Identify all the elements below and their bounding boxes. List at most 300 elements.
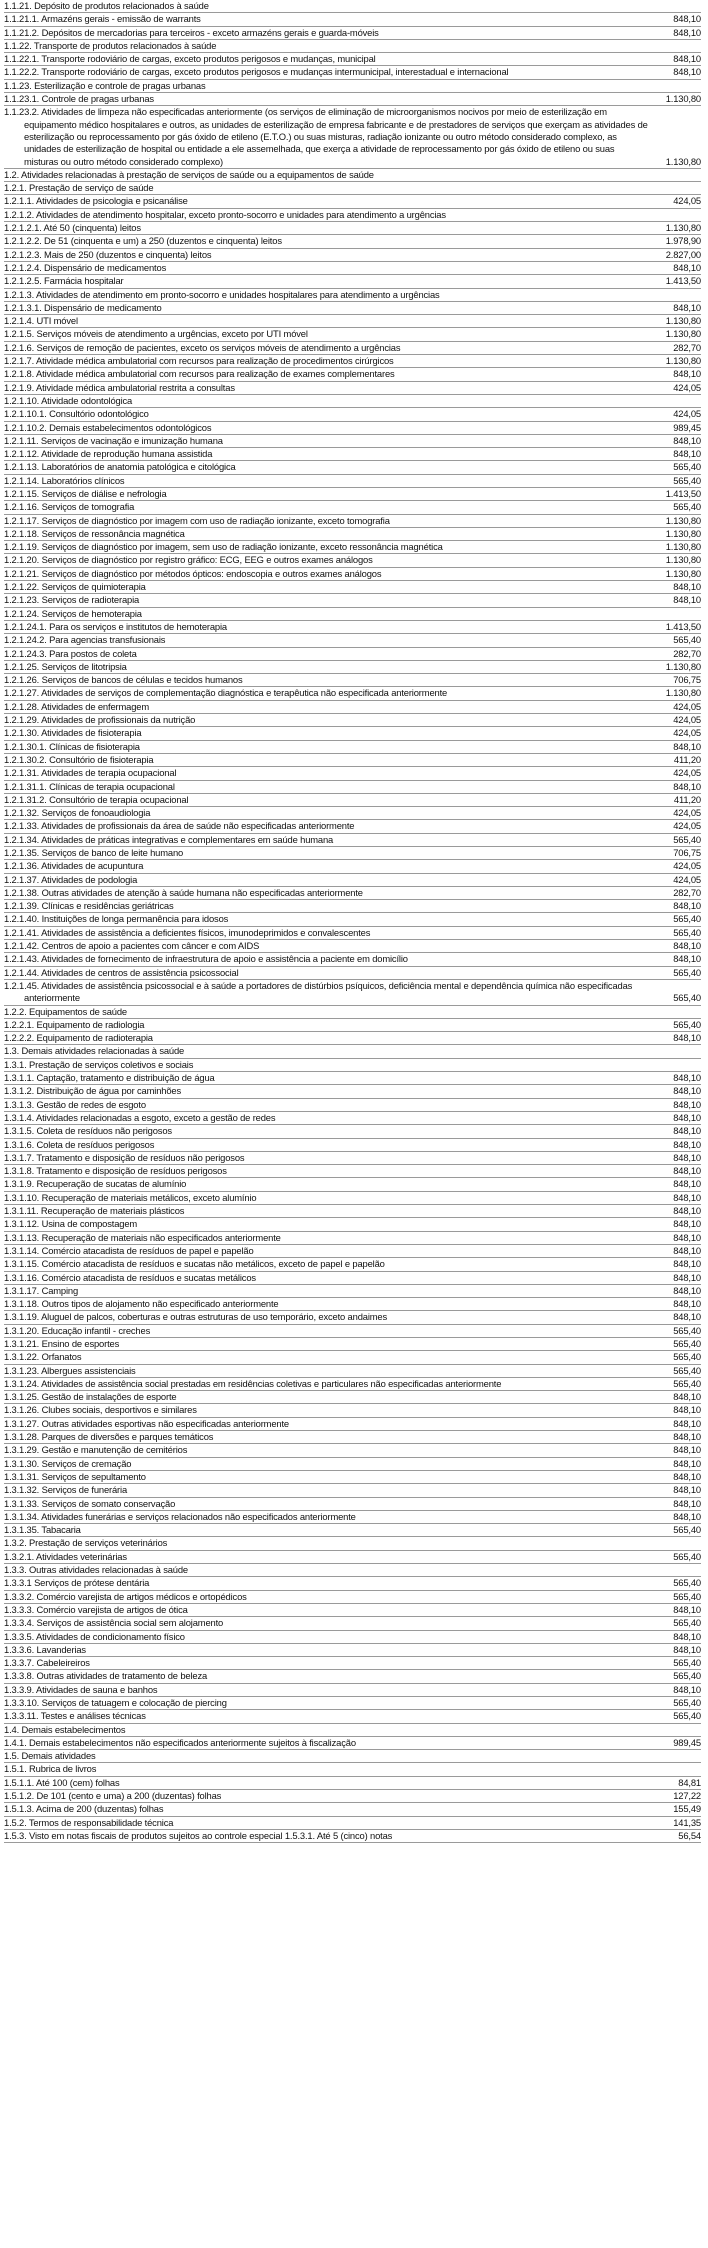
item-value: 424,05 — [673, 700, 701, 712]
item-value: 411,20 — [673, 753, 701, 765]
item-value: 1.130,80 — [665, 222, 701, 234]
table-row — [4, 674, 701, 687]
item-description: 1.2.1.6. Serviços de remoção de pacientes, exceto os serviços móveis de atendimento a urgências — [4, 341, 401, 353]
item-description: 1.1.22.1. Transporte rodoviário de cargas, exceto produtos perigosos e mudanças, municipal — [4, 53, 376, 65]
item-description: 1.2.1.40. Instituições de longa permanência para idosos — [4, 913, 229, 925]
table-row — [4, 1059, 701, 1072]
item-value: 848,10 — [673, 53, 701, 65]
table-row — [4, 1498, 701, 1511]
item-description: 1.2.1.33. Atividades de profissionais da área de saúde não especificadas anteriormente — [4, 820, 355, 832]
table-row — [4, 1178, 701, 1191]
item-description: 1.3.3.9. Atividades de sauna e banhos — [4, 1683, 158, 1695]
item-description: 1.2.1.23. Serviços de radioterapia — [4, 594, 140, 606]
item-description: 1.2.1.12. Atividade de reprodução humana assistida — [4, 448, 213, 460]
table-row — [4, 0, 701, 13]
table-row — [4, 1471, 701, 1484]
item-description: 1.2.1.2.5. Farmácia hospitalar — [4, 275, 124, 287]
table-row — [4, 1551, 701, 1564]
item-value: 848,10 — [673, 1151, 701, 1163]
item-description: 1.3.3.7. Cabeleireiros — [4, 1657, 90, 1669]
item-value: 565,40 — [673, 1617, 701, 1629]
item-value: 848,10 — [673, 301, 701, 313]
item-description: 1.2.1.28. Atividades de enfermagem — [4, 700, 149, 712]
item-description: 1.3.1.11. Recuperação de materiais plásticos — [4, 1205, 185, 1217]
table-row — [4, 621, 701, 634]
table-row — [4, 289, 701, 302]
item-description: 1.3.1.3. Gestão de redes de esgoto — [4, 1098, 146, 1110]
table-row — [4, 1338, 701, 1351]
item-description: 1.2.1.27. Atividades de serviços de complementação diagnóstica e terapêutica não especificada anteriormente — [4, 687, 448, 699]
table-row — [4, 195, 701, 208]
item-value: 1.130,80 — [665, 687, 701, 699]
item-description: 1.2.1.24.3. Para postos de coleta — [4, 647, 137, 659]
item-description: 1.3. Demais atividades relacionadas à saúde — [4, 1045, 185, 1057]
table-row — [4, 1112, 701, 1125]
item-value: 282,70 — [673, 647, 701, 659]
item-description: 1.1.23.2. Atividades de limpeza não especificadas anteriormente (os serviços de eliminação de microorganismos nocivos por meio de esterilização em equipamento médico hospitalares e outros, as unidades de esterilização de empresa fabricante e de prestadores de serviços que exerçam as atividades de esterilização ou reprocessamento por gás óxido de etileno (E.T.O.) ou suas misturas, radiação ionizante ou outro método considerado complexo, as unidades de esterilização de hospital ou entidade a ele assemelhada, que exerça a atividade de reprocessamento por gás óxido de etileno ou suas misturas ou outro método considerado complexo) — [4, 106, 648, 167]
item-description: 1.3.1.12. Usina de compostagem — [4, 1218, 138, 1230]
item-value: 848,10 — [673, 1457, 701, 1469]
item-description: 1.3.1.32. Serviços de funerária — [4, 1484, 128, 1496]
item-value: 848,10 — [673, 940, 701, 952]
item-value: 56,54 — [678, 1829, 701, 1841]
table-row — [4, 1192, 701, 1205]
item-description: 1.3.1.4. Atividades relacionadas a esgoto, exceto a gestão de redes — [4, 1111, 276, 1123]
item-description: 1.2.1.30.2. Consultório de fisioterapia — [4, 753, 154, 765]
item-value: 565,40 — [673, 501, 701, 513]
item-description: 1.1.22.2. Transporte rodoviário de cargas, exceto produtos perigosos e mudanças intermunicipal, interestadual e internacional — [4, 66, 509, 78]
item-value: 424,05 — [673, 860, 701, 872]
table-row — [4, 13, 701, 26]
table-row — [4, 1125, 701, 1138]
item-value: 141,35 — [673, 1816, 701, 1828]
item-description: 1.2.1.39. Clínicas e residências geriátricas — [4, 900, 174, 912]
item-description: 1.3.1.30. Serviços de cremação — [4, 1457, 132, 1469]
item-value: 565,40 — [673, 461, 701, 473]
table-row — [4, 1604, 701, 1617]
item-value: 1.130,80 — [665, 328, 701, 340]
item-value: 848,10 — [673, 1231, 701, 1243]
item-value: 565,40 — [673, 1710, 701, 1722]
item-description: 1.2.1.17. Serviços de diagnóstico por imagem com uso de radiação ionizante, exceto tomografia — [4, 514, 390, 526]
item-description: 1.3.3.6. Lavanderias — [4, 1643, 86, 1655]
item-description: 1.3.3.4. Serviços de assistência social sem alojamento — [4, 1617, 224, 1629]
item-description: 1.2.1.29. Atividades de profissionais da nutrição — [4, 714, 196, 726]
item-description: 1.5.1.3. Acima de 200 (duzentas) folhas — [4, 1803, 164, 1815]
table-row — [4, 834, 701, 847]
table-row — [4, 488, 701, 501]
item-value: 1.413,50 — [665, 487, 701, 499]
item-value: 848,10 — [673, 66, 701, 78]
table-row — [4, 1404, 701, 1417]
table-row — [4, 568, 701, 581]
item-value: 565,40 — [673, 1324, 701, 1336]
item-description: 1.3.1.27. Outras atividades esportivas não especificadas anteriormente — [4, 1417, 289, 1429]
item-description: 1.2.1.10.2. Demais estabelecimentos odontológicos — [4, 421, 212, 433]
item-value: 565,40 — [673, 1351, 701, 1363]
item-description: 1.2.1.24. Serviços de hemoterapia — [4, 607, 142, 619]
table-row — [4, 1272, 701, 1285]
item-value: 565,40 — [673, 1364, 701, 1376]
table-row — [4, 1072, 701, 1085]
item-description: 1.2.1.10. Atividade odontológica — [4, 394, 133, 406]
item-description: 1.2.1.2.3. Mais de 250 (duzentos e cinquenta) leitos — [4, 248, 212, 260]
item-description: 1.2.1.13. Laboratórios de anatomia patológica e citológica — [4, 461, 236, 473]
table-row — [4, 1657, 701, 1670]
item-description: 1.2.1.32. Serviços de fonoaudiologia — [4, 807, 151, 819]
item-description: 1.3.1.34. Atividades funerárias e serviços relacionados não especificados anteriormente — [4, 1510, 356, 1522]
table-row — [4, 767, 701, 780]
item-value: 848,10 — [673, 740, 701, 752]
item-value: 848,10 — [673, 434, 701, 446]
item-value: 848,10 — [673, 1258, 701, 1270]
table-row — [4, 754, 701, 767]
item-description: 1.3.1.2. Distribuição de água por caminhões — [4, 1085, 181, 1097]
item-value: 1.130,80 — [665, 541, 701, 553]
table-row — [4, 382, 701, 395]
item-description: 1.3.1.22. Orfanatos — [4, 1351, 82, 1363]
table-row — [4, 648, 701, 661]
table-row — [4, 528, 701, 541]
item-description: 1.3.1.20. Educação infantil - creches — [4, 1324, 151, 1336]
item-description: 1.3.3.1 Serviços de prótese dentária — [4, 1577, 150, 1589]
item-description: 1.2.1.15. Serviços de diálise e nefrologia — [4, 487, 167, 499]
item-description: 1.2.1.38. Outras atividades de atenção à saúde humana não especificadas anteriormente — [4, 886, 363, 898]
item-description: 1.3.3. Outras atividades relacionadas à saúde — [4, 1564, 188, 1576]
item-description: 1.2.1.43. Atividades de fornecimento de infraestrutura de apoio e assistência a paciente em domicílio — [4, 953, 408, 965]
item-value: 848,10 — [673, 448, 701, 460]
item-description: 1.3.3.8. Outras atividades de tratamento de beleza — [4, 1670, 208, 1682]
item-value: 848,10 — [673, 261, 701, 273]
table-row — [4, 1378, 701, 1391]
item-description: 1.2.1.35. Serviços de banco de leite humano — [4, 847, 184, 858]
item-description: 1.2.1.5. Serviços móveis de atendimento a urgências, exceto por UTI móvel — [4, 328, 308, 340]
table-row — [4, 781, 701, 794]
item-value: 424,05 — [673, 727, 701, 739]
table-row — [4, 847, 701, 860]
item-description: 1.3.1.31. Serviços de sepultamento — [4, 1470, 146, 1482]
item-description: 1.3.1.9. Recuperação de sucatas de alumínio — [4, 1178, 187, 1190]
table-row — [4, 1218, 701, 1231]
table-row — [4, 1032, 701, 1045]
table-row — [4, 1311, 701, 1324]
table-row — [4, 1045, 701, 1058]
table-row — [4, 1205, 701, 1218]
item-description: 1.2.1.41. Atividades de assistência a deficientes físicos, imunodeprimidos e convalescentes — [4, 926, 371, 938]
item-description: 1.3.1.24. Atividades de assistência social prestadas em residências coletivas e particulares não especificadas anteriormente — [4, 1377, 502, 1389]
item-description: 1.5.1.1. Até 100 (cem) folhas — [4, 1776, 120, 1788]
item-description: 1.3.1.33. Serviços de somato conservação — [4, 1497, 176, 1509]
table-row — [4, 80, 701, 93]
item-value: 848,10 — [673, 1032, 701, 1044]
item-description: 1.2.1.22. Serviços de quimioterapia — [4, 581, 146, 593]
item-value: 424,05 — [673, 381, 701, 393]
item-value: 848,10 — [673, 1484, 701, 1496]
table-row — [4, 1351, 701, 1364]
table-row — [4, 1763, 701, 1776]
table-row — [4, 541, 701, 554]
item-value: 848,10 — [673, 1510, 701, 1522]
table-row — [4, 355, 701, 368]
item-description: 1.5.1. Rubrica de livros — [4, 1763, 97, 1775]
item-value: 565,40 — [673, 634, 701, 646]
table-row — [4, 1737, 701, 1750]
item-description: 1.2.1.18. Serviços de ressonância magnética — [4, 527, 185, 539]
table-row — [4, 1391, 701, 1404]
item-description: 1.3.3.11. Testes e análises técnicas — [4, 1710, 146, 1722]
item-description: 1.4. Demais estabelecimentos — [4, 1723, 126, 1735]
item-description: 1.2.1.11. Serviços de vacinação e imunização humana — [4, 434, 223, 446]
table-row — [4, 1418, 701, 1431]
table-row — [4, 328, 701, 341]
item-description: 1.5.2. Termos de responsabilidade técnica — [4, 1816, 174, 1828]
table-row — [4, 1285, 701, 1298]
table-row — [4, 634, 701, 647]
item-value: 706,75 — [673, 674, 701, 686]
item-value: 848,10 — [673, 1683, 701, 1695]
table-row — [4, 1458, 701, 1471]
item-description: 1.2.1.2.4. Dispensário de medicamentos — [4, 261, 167, 273]
item-value: 1.413,50 — [665, 620, 701, 632]
item-description: 1.2.1.30.1. Clínicas de fisioterapia — [4, 740, 140, 752]
table-row — [4, 927, 701, 940]
item-description: 1.4.1. Demais estabelecimentos não especificados anteriormente sujeitos à fiscalização — [4, 1736, 356, 1748]
item-description: 1.2.1.31.1. Clínicas de terapia ocupacional — [4, 780, 175, 792]
item-value: 848,10 — [673, 581, 701, 593]
item-value: 848,10 — [673, 1391, 701, 1403]
item-value: 848,10 — [673, 1643, 701, 1655]
table-row — [4, 448, 701, 461]
item-description: 1.2.1.31.2. Consultório de terapia ocupacional — [4, 793, 189, 805]
item-description: 1.2.1.36. Atividades de acupuntura — [4, 860, 144, 872]
item-description: 1.3.1.1. Captação, tratamento e distribuição de água — [4, 1072, 215, 1084]
item-value: 848,10 — [673, 1417, 701, 1429]
item-value: 848,10 — [673, 1085, 701, 1097]
table-row — [4, 1258, 701, 1271]
item-description: 1.3.1.35. Tabacaria — [4, 1524, 81, 1536]
table-row — [4, 1365, 701, 1378]
table-row — [4, 461, 701, 474]
table-row — [4, 1670, 701, 1683]
item-description: 1.2.1.26. Serviços de bancos de células e tecidos humanos — [4, 674, 243, 686]
item-description: 1.2.1.30. Atividades de fisioterapia — [4, 727, 142, 739]
table-row — [4, 1511, 701, 1524]
item-description: 1.2.1.8. Atividade médica ambulatorial com recursos para realização de exames complementares — [4, 368, 395, 380]
table-row — [4, 794, 701, 807]
item-value: 565,40 — [673, 1590, 701, 1602]
item-value: 565,40 — [673, 966, 701, 978]
item-value: 706,75 — [673, 847, 701, 858]
item-value: 2.827,00 — [665, 248, 701, 260]
table-row — [4, 408, 701, 421]
table-row — [4, 1444, 701, 1457]
item-description: 1.2.1.16. Serviços de tomografia — [4, 501, 135, 513]
item-value: 848,10 — [673, 1603, 701, 1615]
table-row — [4, 1697, 701, 1710]
table-row — [4, 714, 701, 727]
table-row — [4, 1484, 701, 1497]
item-value: 848,10 — [673, 1298, 701, 1310]
item-description: 1.5.3. Visto em notas fiscais de produtos sujeitos ao controle especial 1.5.3.1. Até 5 (cinco) notas — [4, 1829, 393, 1841]
item-value: 155,49 — [673, 1803, 701, 1815]
table-row — [4, 1684, 701, 1697]
item-description: 1.2.1.3. Atividades de atendimento em pronto-socorro e unidades hospitalares para atendimento a urgências — [4, 288, 440, 300]
item-description: 1.3.1.28. Parques de diversões e parques temáticos — [4, 1431, 214, 1443]
item-value: 565,40 — [673, 1377, 701, 1389]
table-row — [4, 1817, 701, 1830]
table-row — [4, 1803, 701, 1816]
item-description: 1.3.1.25. Gestão de instalações de esporte — [4, 1391, 177, 1403]
table-row — [4, 913, 701, 926]
item-description: 1.3.3.2. Comércio varejista de artigos médicos e ortopédicos — [4, 1590, 247, 1602]
table-row — [4, 1631, 701, 1644]
item-description: 1.3.1.16. Comércio atacadista de resíduos e sucatas metálicos — [4, 1271, 256, 1283]
item-value: 848,10 — [673, 1191, 701, 1203]
item-description: 1.2.1.44. Atividades de centros de assistência psicossocial — [4, 966, 239, 978]
table-row — [4, 249, 701, 262]
table-row — [4, 1165, 701, 1178]
table-row — [4, 222, 701, 235]
table-row — [4, 1232, 701, 1245]
item-value: 848,10 — [673, 1271, 701, 1283]
item-value: 1.130,80 — [665, 93, 701, 105]
item-description: 1.3.1.26. Clubes sociais, desportivos e similares — [4, 1404, 197, 1416]
item-value: 848,10 — [673, 1178, 701, 1190]
item-description: 1.2.1.9. Atividade médica ambulatorial restrita a consultas — [4, 381, 235, 393]
item-value: 989,45 — [673, 1736, 701, 1748]
item-description: 1.2.1.45. Atividades de assistência psicossocial e à saúde a portadores de distúrbios psíquicos, deficiência mental e dependência química não especificadas anteriormente — [4, 979, 633, 1004]
item-value: 1.130,80 — [665, 660, 701, 672]
table-row — [4, 169, 701, 182]
table-row — [4, 1019, 701, 1032]
item-value: 565,40 — [673, 1657, 701, 1669]
table-row — [4, 1830, 701, 1843]
item-value: 1.130,80 — [665, 527, 701, 539]
table-row — [4, 1591, 701, 1604]
item-value: 848,10 — [673, 1138, 701, 1150]
item-value: 565,40 — [673, 1018, 701, 1030]
table-row — [4, 40, 701, 53]
table-row — [4, 1099, 701, 1112]
table-row — [4, 900, 701, 913]
table-row — [4, 209, 701, 222]
item-value: 424,05 — [673, 807, 701, 819]
table-row — [4, 475, 701, 488]
table-row — [4, 661, 701, 674]
item-value: 1.413,50 — [665, 275, 701, 287]
item-description: 1.3.1.10. Recuperação de materiais metálicos, exceto alumínio — [4, 1191, 257, 1203]
table-row — [4, 581, 701, 594]
item-description: 1.3.1.19. Aluguel de palcos, coberturas e outras estruturas de uso temporário, exceto andaimes — [4, 1311, 388, 1323]
item-description: 1.2.1.34. Atividades de práticas integrativas e complementares em saúde humana — [4, 833, 334, 845]
item-value: 1.130,80 — [665, 554, 701, 566]
table-row — [4, 27, 701, 40]
item-description: 1.2.1.3.1. Dispensário de medicamento — [4, 301, 162, 313]
item-value: 565,40 — [673, 1577, 701, 1589]
table-row — [4, 820, 701, 833]
item-description: 1.5.1.2. De 101 (cento e uma) a 200 (duzentas) folhas — [4, 1790, 222, 1802]
table-row — [4, 435, 701, 448]
item-value: 411,20 — [673, 793, 701, 805]
item-description: 1.2.1.2. Atividades de atendimento hospitalar, exceto pronto-socorro e unidades para atendimento a urgências — [4, 208, 446, 220]
table-row — [4, 1617, 701, 1630]
item-value: 1.978,90 — [665, 235, 701, 247]
item-value: 848,10 — [673, 26, 701, 38]
item-description: 1.3.1.18. Outros tipos de alojamento não especificado anteriormente — [4, 1298, 279, 1310]
item-value: 424,05 — [673, 767, 701, 779]
item-value: 848,10 — [673, 900, 701, 912]
item-description: 1.2.1.10.1. Consultório odontológico — [4, 408, 149, 420]
item-value: 1.130,80 — [665, 514, 701, 526]
item-description: 1.5. Demais atividades — [4, 1750, 96, 1762]
item-description: 1.3.1. Prestação de serviços coletivos e sociais — [4, 1058, 194, 1070]
item-description: 1.2.1.25. Serviços de litotripsia — [4, 660, 127, 672]
item-description: 1.3.3.3. Comércio varejista de artigos de ótica — [4, 1603, 188, 1615]
table-row — [4, 1524, 701, 1537]
item-value: 282,70 — [673, 886, 701, 898]
table-row — [4, 1298, 701, 1311]
item-description: 1.2.1.1. Atividades de psicologia e psicanálise — [4, 195, 188, 207]
item-value: 848,10 — [673, 1470, 701, 1482]
item-description: 1.3.1.13. Recuperação de materiais não especificados anteriormente — [4, 1231, 281, 1243]
item-value: 424,05 — [673, 820, 701, 832]
item-value: 1.130,80 — [665, 155, 701, 167]
item-value: 565,40 — [673, 474, 701, 486]
item-description: 1.2.1.20. Serviços de diagnóstico por registro gráfico: ECG, EEG e outros exames análogos — [4, 554, 373, 566]
table-row — [4, 860, 701, 873]
item-value: 424,05 — [673, 408, 701, 420]
item-description: 1.3.1.29. Gestão e manutenção de cemitérios — [4, 1444, 188, 1456]
item-value: 565,40 — [673, 833, 701, 845]
item-description: 1.3.3.10. Serviços de tatuagem e colocação de piercing — [4, 1697, 227, 1708]
table-row — [4, 940, 701, 953]
item-value: 1.130,80 — [665, 315, 701, 327]
table-row — [4, 1085, 701, 1098]
table-row — [4, 53, 701, 66]
table-row — [4, 106, 701, 168]
table-row — [4, 608, 701, 621]
item-description: 1.3.1.6. Coleta de resíduos perigosos — [4, 1138, 155, 1150]
table-row — [4, 887, 701, 900]
item-value: 424,05 — [673, 873, 701, 885]
item-description: 1.2.1.24.2. Para agencias transfusionais — [4, 634, 166, 646]
item-description: 1.1.23.1. Controle de pragas urbanas — [4, 93, 154, 105]
item-value: 565,40 — [673, 992, 701, 1004]
item-value: 565,40 — [673, 926, 701, 938]
table-row — [4, 275, 701, 288]
item-value: 848,10 — [673, 594, 701, 606]
item-description: 1.2. Atividades relacionadas à prestação de serviços de saúde ou a equipamentos de saúde — [4, 168, 374, 180]
item-value: 848,10 — [673, 1098, 701, 1110]
item-value: 565,40 — [673, 1337, 701, 1349]
item-value: 848,10 — [673, 1205, 701, 1217]
table-row — [4, 182, 701, 195]
item-description: 1.2.1. Prestação de serviço de saúde — [4, 182, 154, 194]
item-description: 1.3.2.1. Atividades veterinárias — [4, 1550, 127, 1562]
item-description: 1.1.23. Esterilização e controle de pragas urbanas — [4, 79, 206, 91]
item-value: 848,10 — [673, 1218, 701, 1230]
item-description: 1.3.2. Prestação de serviços veterinários — [4, 1537, 168, 1549]
table-row — [4, 422, 701, 435]
item-description: 1.3.1.8. Tratamento e disposição de resíduos perigosos — [4, 1165, 227, 1177]
item-value: 565,40 — [673, 913, 701, 925]
item-description: 1.2.1.24.1. Para os serviços e institutos de hemoterapia — [4, 620, 227, 632]
table-row — [4, 1577, 701, 1590]
table-row — [4, 874, 701, 887]
table-row — [4, 1245, 701, 1258]
table-row — [4, 701, 701, 714]
item-description: 1.2.1.42. Centros de apoio a pacientes com câncer e com AIDS — [4, 940, 260, 952]
